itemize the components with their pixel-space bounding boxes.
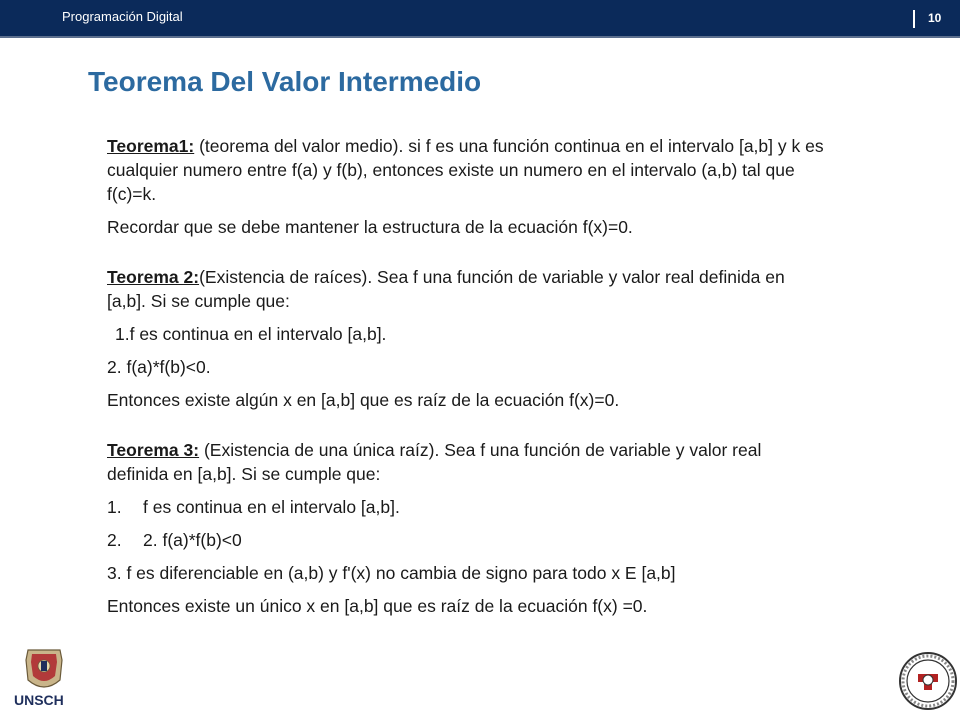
theorem2-conclusion: Entonces existe algún x en [a,b] que es raíz de la ecuación f(x)=0. (107, 390, 620, 410)
theorem1-label: Teorema1: (107, 136, 195, 156)
theorem1-text: (teorema del valor medio). si f es una función continua en el intervalo [a,b] y k es cualquier numero entre f(a) y f(b), entonces existe un numero en el intervalo (a,b) tal que f(c)=k. (107, 136, 824, 204)
theorem3-condition-3: 3. f es diferenciable en (a,b) y f'(x) no cambia de signo para todo x E [a,b] (107, 563, 676, 583)
slide-content (107, 134, 827, 627)
faculty-seal-icon (898, 650, 958, 712)
list-text: 2. f(a)*f(b)<0 (143, 530, 242, 550)
theorem2-label: Teorema 2: (107, 267, 200, 287)
course-title: Programación Digital (62, 9, 183, 24)
theorem2-text: (Existencia de raíces). Sea f una función de variable y valor real definida en [a,b]. Si se cumple que: (107, 267, 785, 311)
theorem3-paragraph (107, 438, 827, 486)
theorem2-condition-1: 1.f es continua en el intervalo [a,b]. (115, 324, 387, 344)
university-logo-text: UNSCH (14, 692, 64, 708)
theorem3-label: Teorema 3: (107, 440, 200, 460)
page-number: 10 (928, 11, 942, 25)
theorem3-conclusion: Entonces existe un único x en [a,b] que es raíz de la ecuación f(x) =0. (107, 596, 648, 616)
list-number: 2. (107, 530, 122, 550)
university-logo (14, 646, 74, 720)
theorem3-list-item (107, 528, 827, 552)
slide-title: Teorema Del Valor Intermedio (88, 66, 482, 97)
page-number-separator (913, 10, 915, 28)
theorem2-condition-2: 2. f(a)*f(b)<0. (107, 357, 211, 377)
theorem3-list-item (107, 495, 827, 519)
theorem1-paragraph (107, 134, 827, 206)
theorem2-paragraph (107, 265, 827, 313)
list-number: 1. (107, 497, 122, 517)
theorem3-text: (Existencia de una única raíz). Sea f una función de variable y valor real definida en [a,b]. Si se cumple que: (107, 440, 762, 484)
theorem1-note: Recordar que se debe mantener la estructura de la ecuación f(x)=0. (107, 217, 633, 237)
header-bar (0, 0, 960, 38)
list-text: f es continua en el intervalo [a,b]. (143, 497, 400, 517)
